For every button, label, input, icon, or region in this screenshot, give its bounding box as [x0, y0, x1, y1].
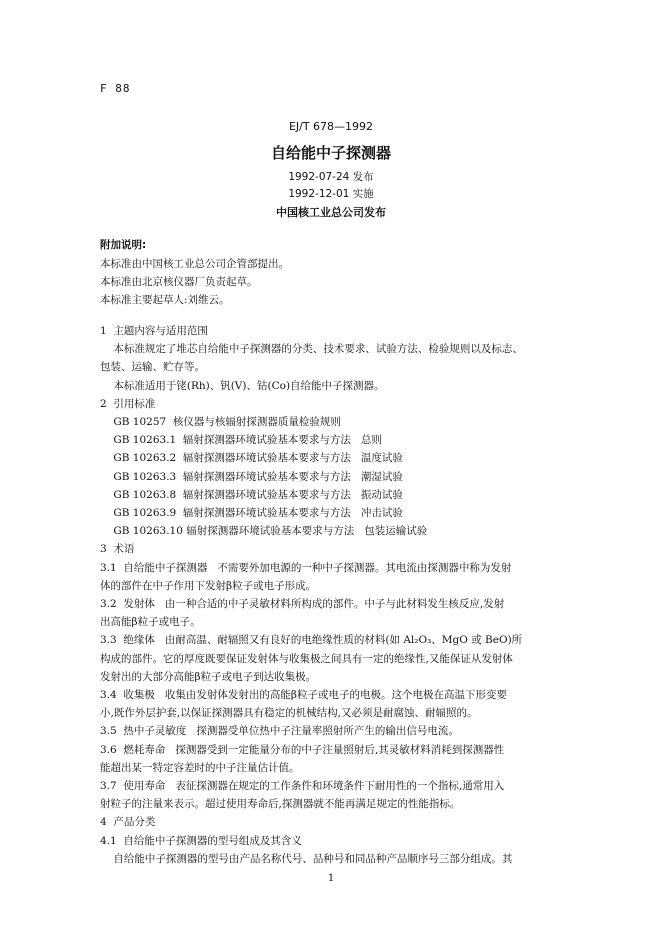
body-line: 出高能β粒子或电子。	[100, 616, 201, 629]
body-line: 射粒子的注量来表示。超过使用寿命后,探测器就不能再满足规定的性能指标。	[100, 798, 461, 811]
document-title: 自给能中子探测器	[270, 144, 391, 162]
publisher: 中国核工业总公司发布	[276, 206, 386, 219]
body-line: GB 10263.10 辐射探测器环境试验基本要求与方法 包装运输试验	[100, 525, 428, 538]
body-line: 发射出的大部分高能β粒子或电子到达收集极。	[100, 670, 317, 683]
body-line: 3.7 使用寿命 表征探测器在规定的工作条件和环境条件下耐用性的一个指标,通常用入	[100, 780, 505, 792]
body-line: 本标准适用于铑(Rh)、钒(V)、钴(Co)自给能中子探测器。	[100, 379, 385, 392]
body-line: 3.6 燃耗寿命 探测器受到一定能量分布的中子注量照射后,其灵敏材料消耗到探测器性	[100, 743, 505, 756]
standard-number: EJ/T 678—1992	[288, 120, 374, 133]
body-line: 能超出某一特定容差时的中子注量估计值。	[100, 761, 300, 774]
body-line: GB 10263.3 辐射探测器环境试验基本要求与方法 潮湿试验	[100, 470, 403, 483]
body-line: 小,既作外层护套,以保证探测器具有稳定的机械结构,又必须是耐腐蚀、耐辐照的。	[100, 707, 478, 720]
body-line: 3.3 绝缘体 由耐高温、耐辐照又有良好的电绝缘性质的材料(如 Al₂O₃、MgO 或 BeO)所	[100, 634, 523, 647]
body-line: GB 10263.8 辐射探测器环境试验基本要求与方法 振动试验	[100, 488, 403, 501]
body-text	[100, 322, 570, 865]
body-line: 3.5 热中子灵敏度 探测器受单位热中子注量率照射所产生的输出信号电流。	[100, 725, 459, 738]
body-line: 1 主题内容与适用范围	[100, 325, 208, 337]
body-line: 包装、运输、贮存等。	[100, 361, 205, 374]
implement-date: 1992-12-01 实施	[288, 188, 374, 200]
body-line: 3.4 收集极 收集由发射体发射出的高能β粒子或电子的电极。这个电极在高温下形变要	[100, 689, 507, 701]
body-line: 自给能中子探测器的型号由产品名称代号、品种号和同品种产品顺序号三部分组成。其	[100, 852, 513, 865]
body-line: 3.1 自给能中子探测器 不需要外加电源的一种中子探测器。其电流由探测器中称为发射	[100, 561, 512, 574]
body-line: 3 术语	[100, 543, 135, 556]
classification-code: F 88	[100, 82, 131, 95]
notes-heading: 附加说明:	[100, 239, 147, 251]
note-line: 本标准主要起草人:刘维云。	[100, 294, 230, 306]
body-line: 体的部件在中子作用下发射β粒子或电子形成。	[100, 579, 317, 592]
body-line: GB 10263.9 辐射探测器环境试验基本要求与方法 冲击试验	[100, 507, 403, 519]
body-line: GB 10263.1 辐射探测器环境试验基本要求与方法 总则	[100, 434, 382, 447]
body-line: 本标准规定了堆芯自给能中子探测器的分类、技术要求、试验方法、检验规则以及标志、	[100, 343, 523, 356]
note-line: 本标准由中国核工业总公司企管部提出。	[100, 258, 289, 270]
body-line: 4.1 自给能中子探测器的型号组成及其含义	[100, 834, 302, 847]
body-line: 2 引用标准	[100, 397, 156, 410]
body-line: GB 10263.2 辐射探测器环境试验基本要求与方法 温度试验	[100, 452, 403, 465]
issue-date: 1992-07-24 发布	[288, 171, 374, 183]
body-line: 4 产品分类	[100, 816, 156, 829]
body-line: 3.2 发射体 由一种合适的中子灵敏材料所构成的部件。中子与此材料发生核反应,发射	[100, 598, 505, 610]
body-line: GB 10257 核仪器与核辐射探测器质量检验规则	[100, 416, 341, 428]
page-number: 1	[327, 873, 335, 884]
body-line: 构成的部件。它的厚度既要保证发射体与收集极之间具有一定的绝缘性,又能保证从发射体	[100, 652, 513, 665]
note-line: 本标准由北京核仪器厂负责起草。	[100, 276, 258, 288]
